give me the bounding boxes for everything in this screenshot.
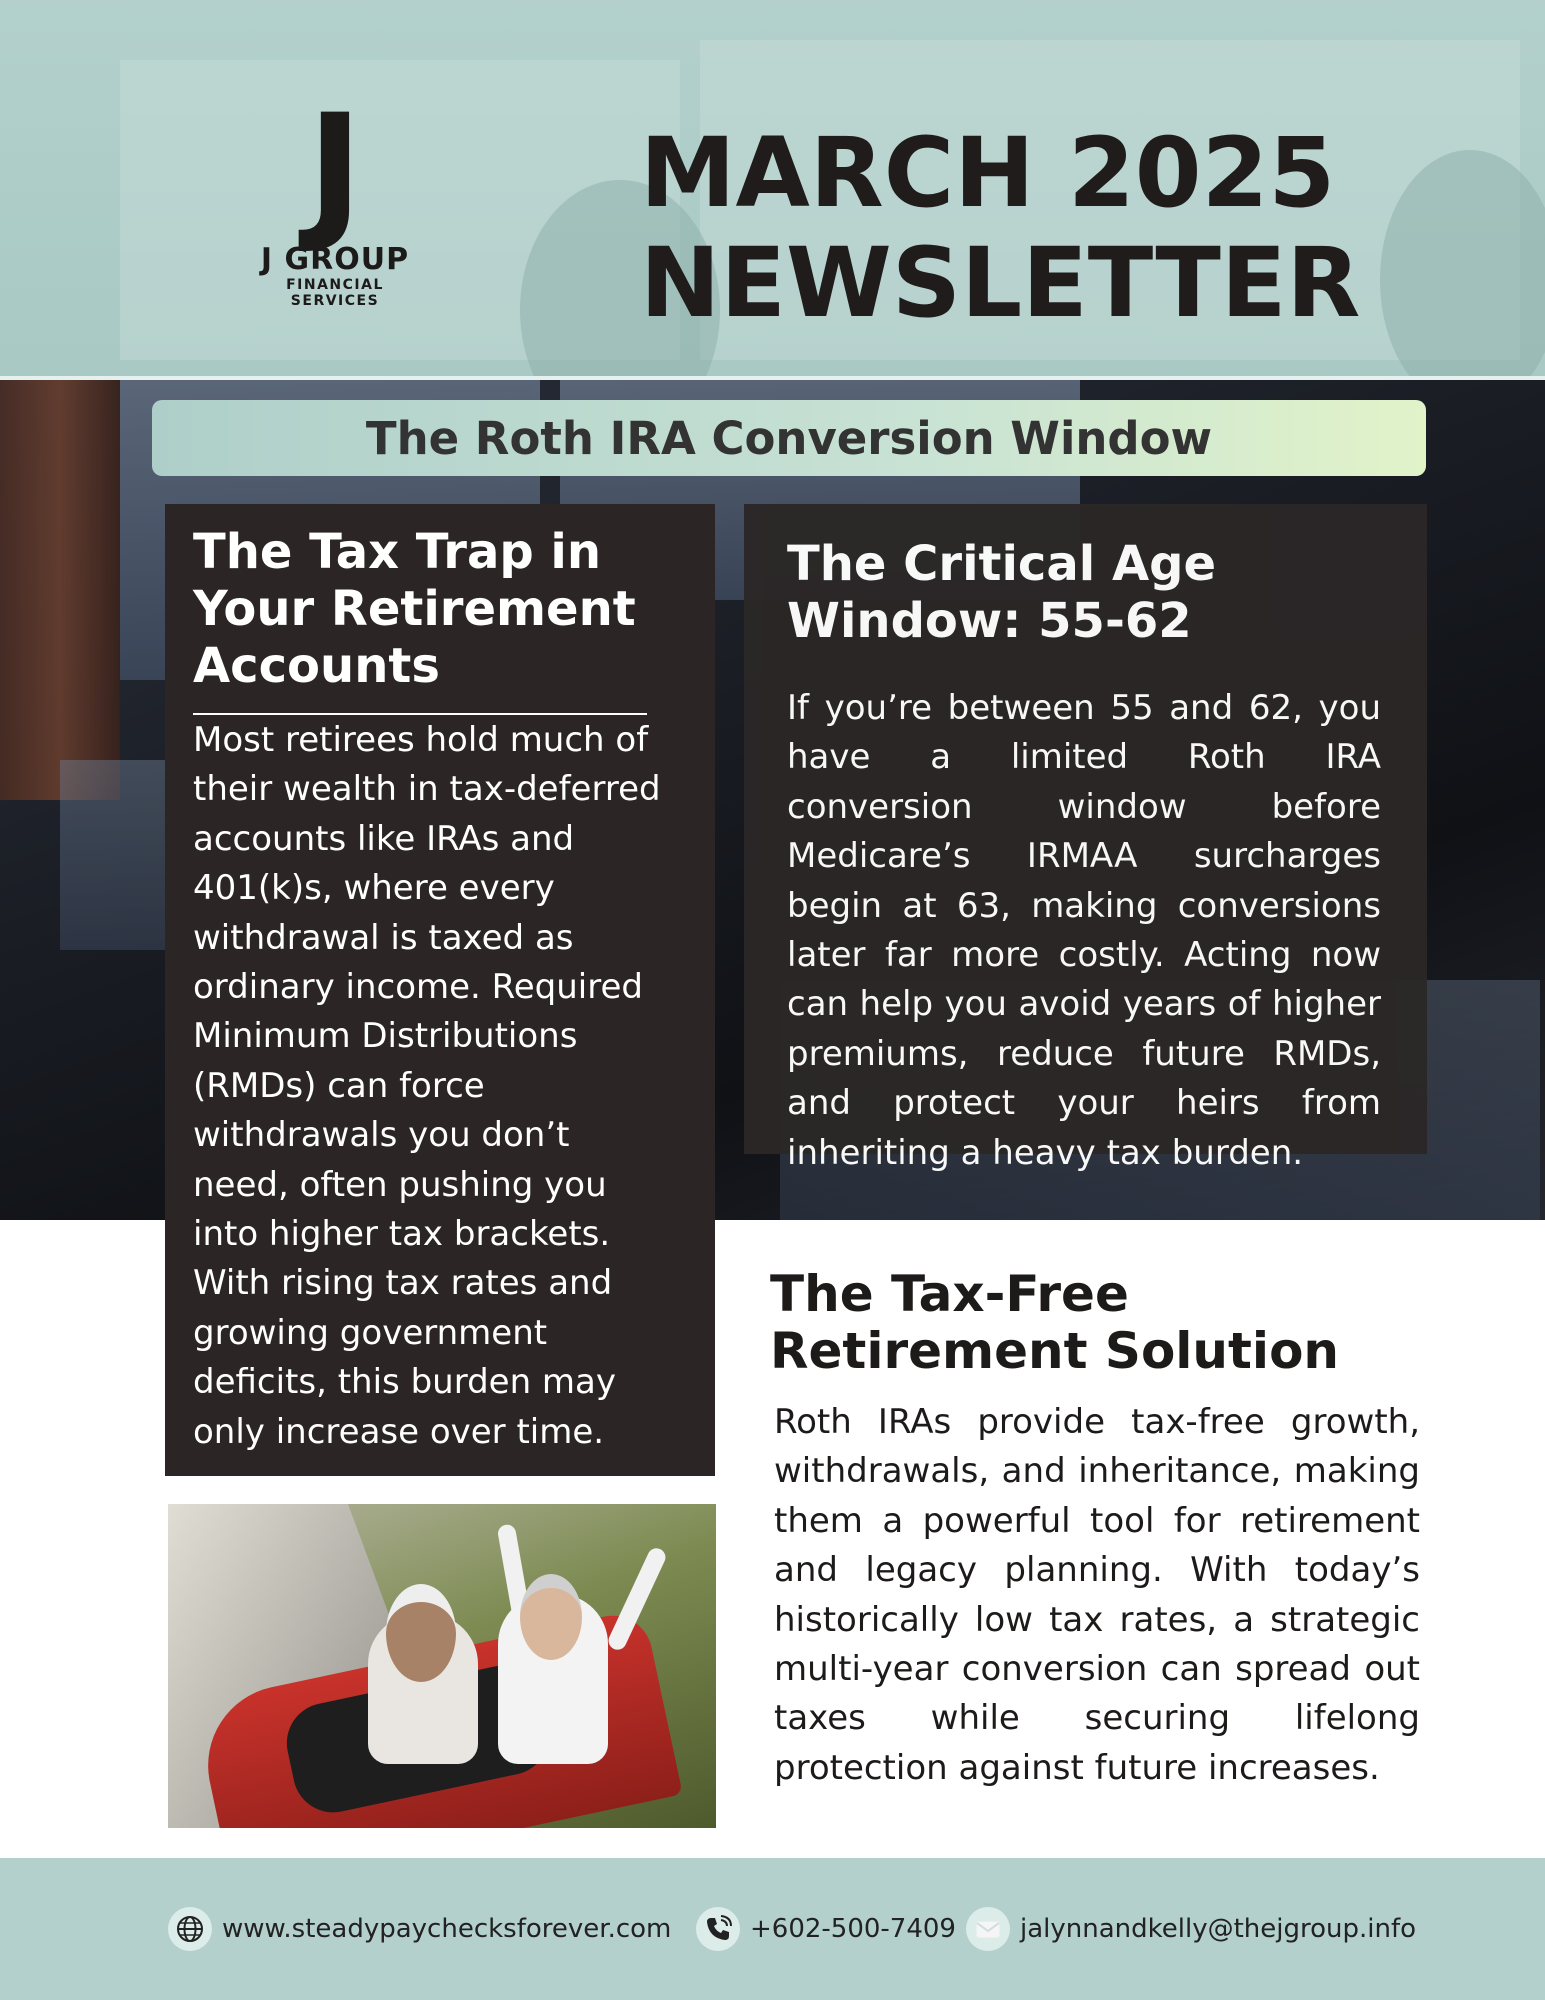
newsletter-title	[640, 118, 1360, 338]
phone-contact[interactable]	[696, 1907, 956, 1951]
logo-subtitle: SERVICES	[290, 293, 380, 309]
section-banner	[152, 400, 1426, 476]
logo-mark: J	[307, 83, 363, 257]
man-head	[386, 1584, 456, 1682]
solution-heading: The Tax-Free Retirement Solution	[770, 1265, 1340, 1380]
logo-name: J GROUP	[260, 242, 410, 277]
website-link[interactable]: www.steadypaychecksforever.com	[222, 1914, 672, 1944]
couple-convertible-photo	[168, 1504, 716, 1828]
curtain	[0, 380, 120, 800]
globe-icon	[168, 1907, 212, 1951]
company-logo	[240, 83, 430, 330]
title-line: MARCH 2025	[640, 117, 1336, 229]
website-contact[interactable]	[168, 1907, 671, 1951]
tax-trap-body: Most retirees hold much of their wealth in tax-deferred accounts like IRAs and 401(k)s, where every withdrawal is taxed as ordinary income. Required Minimum Distributions (RMDs) can force withdrawals you don’t need, often pushing you into higher tax brackets. With rising tax rates and growing government deficits, this burden may only increase over time.	[193, 720, 661, 1452]
tax-trap-heading: The Tax Trap in Your Retirement Accounts	[193, 524, 636, 694]
phone-icon	[696, 1907, 740, 1951]
email-address[interactable]: jalynnandkelly@thejgroup.info	[1020, 1914, 1417, 1944]
title-line: NEWSLETTER	[640, 227, 1361, 339]
age-window-heading: The Critical Age Window: 55-62	[787, 536, 1216, 649]
age-window-body: If you’re between 55 and 62, you have a limited Roth IRA conversion window before Medicare’s IRMAA surcharges begin at 63, making conversions later far more costly. Acting now can help you avoid years of higher premiums, reduce future RMDs, and protect your heirs from inheriting a heavy tax burden.	[787, 688, 1381, 1173]
woman-head	[520, 1574, 582, 1660]
heading-rule	[193, 713, 647, 715]
solution-body: Roth IRAs provide tax-free growth, withdrawals, and inheritance, making them a powerful tool for retirement and legacy planning. With today’s historically low tax rates, a strategic multi-year conversion can spread out taxes while securing lifelong protection against future increases.	[774, 1402, 1420, 1788]
envelope-icon	[966, 1907, 1010, 1951]
age-window-box	[744, 504, 1427, 1173]
logo-subtitle: FINANCIAL	[286, 277, 384, 293]
banner-text: The Roth IRA Conversion Window	[365, 411, 1213, 465]
phone-number[interactable]: +602-500-7409	[750, 1914, 956, 1944]
tax-trap-box	[165, 504, 715, 1476]
email-contact[interactable]	[966, 1907, 1416, 1951]
